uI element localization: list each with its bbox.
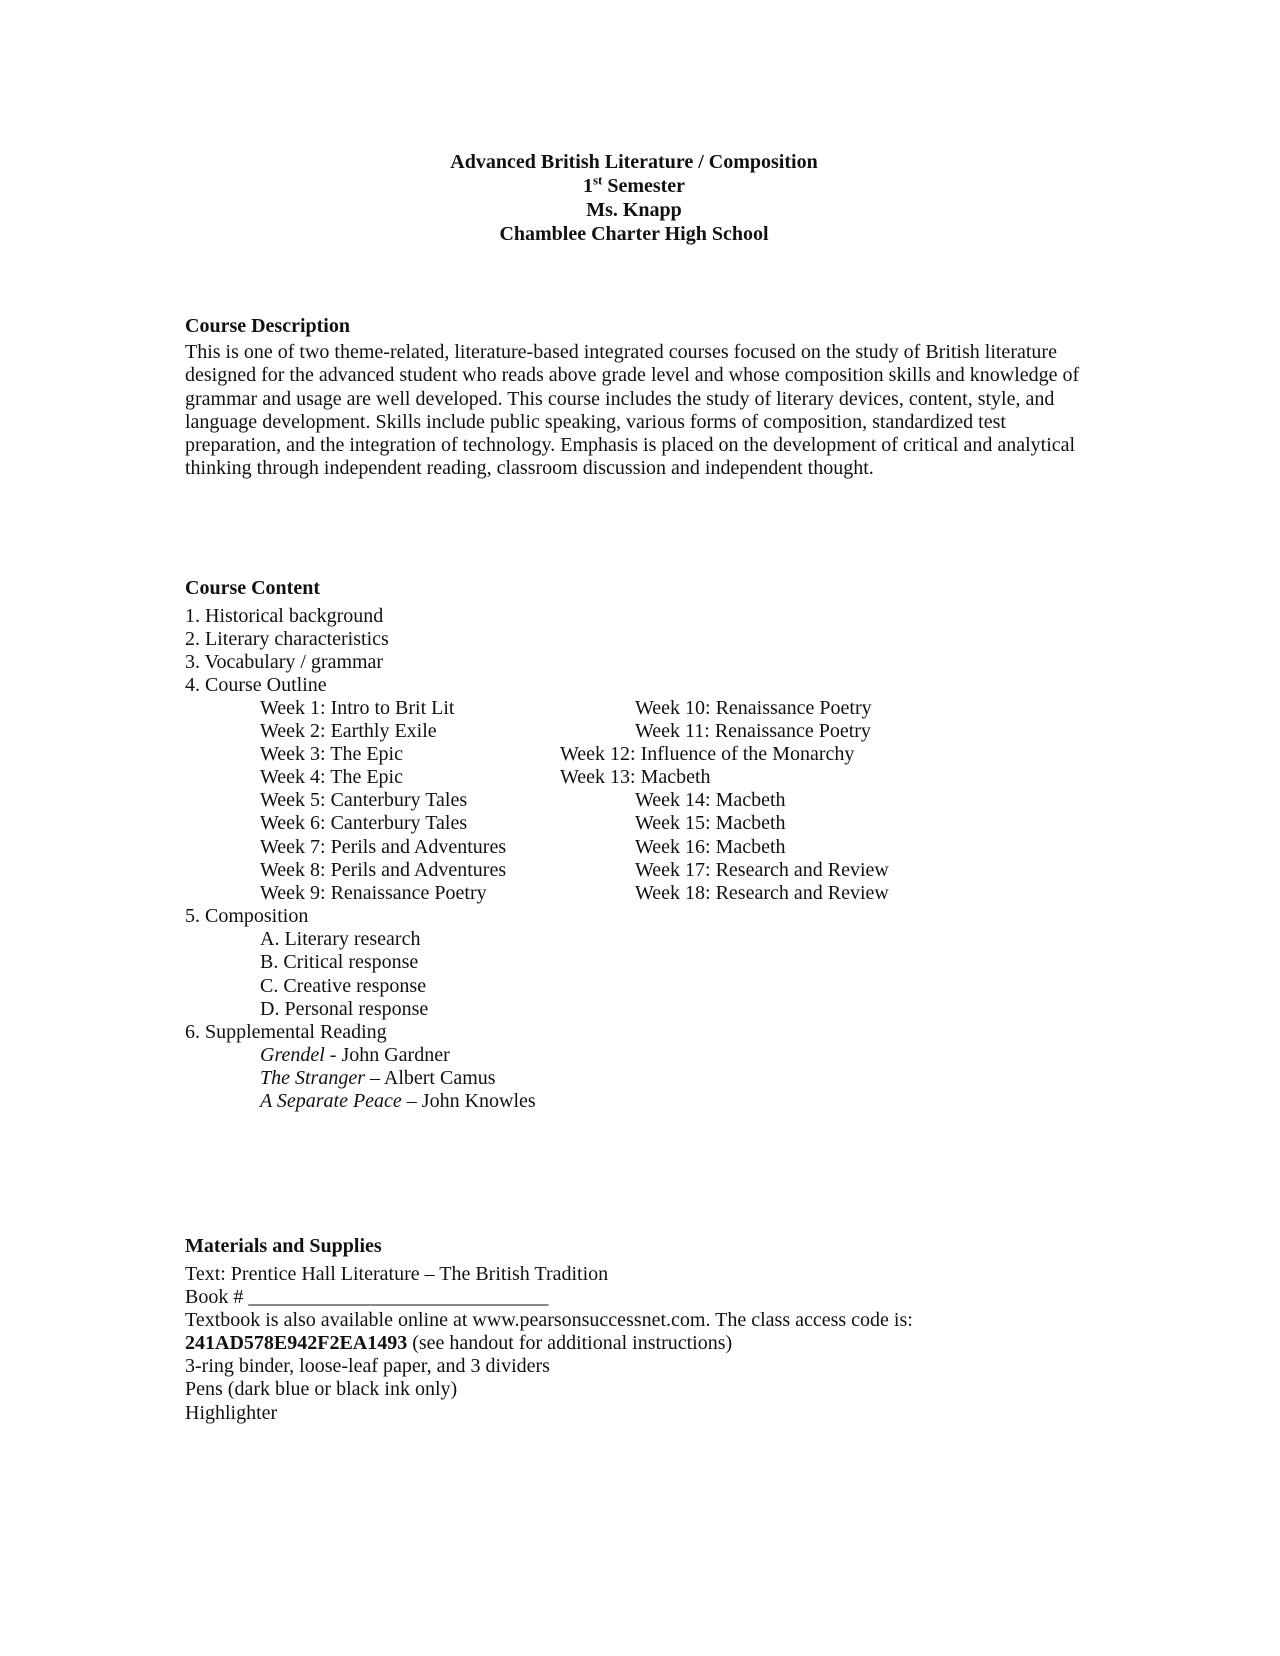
supply-item: Highlighter: [185, 1402, 278, 1424]
teacher-name: Ms. Knapp: [586, 199, 682, 221]
week-item: Week 11: Renaissance Poetry: [635, 720, 871, 742]
content-heading: Course Content: [185, 577, 320, 599]
supply-item: Pens (dark blue or black ink only): [185, 1378, 458, 1400]
week-item: Week 2: Earthly Exile: [260, 720, 437, 742]
materials-heading: Materials and Supplies: [185, 1235, 382, 1257]
composition-item: C. Creative response: [260, 975, 427, 997]
composition-heading: 5. Composition: [185, 905, 309, 927]
content-item: 1. Historical background: [185, 605, 384, 627]
book-author: – Albert Camus: [365, 1067, 496, 1089]
week-item: Week 1: Intro to Brit Lit: [260, 697, 455, 719]
reading-item: [260, 1044, 450, 1067]
reading-heading: 6. Supplemental Reading: [185, 1021, 387, 1043]
book-author: – John Knowles: [401, 1090, 536, 1112]
week-item: Week 10: Renaissance Poetry: [635, 697, 872, 719]
description-paragraph: This is one of two theme-related, literature-based integrated courses focused on the study of British literature designed for the advanced student who reads above grade level and whose composition skills and knowledge of grammar and usage are well developed. This course includes the study of literary devices, content, style, and language development. Skills include public speaking, various forms of composition, standardized test preparation, and the integration of technology. Emphasis is placed on the development of critical and analytical thinking through independent reading, classroom discussion and independent thought.: [185, 341, 1080, 480]
composition-item: B. Critical response: [260, 951, 419, 973]
book-author: - John Gardner: [324, 1044, 450, 1066]
week-item: Week 12: Influence of the Monarchy: [560, 743, 855, 765]
week-item: Week 9: Renaissance Poetry: [260, 882, 487, 904]
document-header: [0, 150, 1268, 246]
course-title: Advanced British Literature / Composition: [450, 151, 818, 173]
school-name: Chamblee Charter High School: [499, 223, 769, 245]
reading-item: [260, 1090, 536, 1113]
materials-text-line: Text: Prentice Hall Literature – The British Tradition: [185, 1263, 609, 1285]
supply-item: 3-ring binder, loose-leaf paper, and 3 dividers: [185, 1355, 550, 1377]
access-instructions: (see handout for additional instructions): [407, 1332, 733, 1354]
week-item: Week 14: Macbeth: [635, 789, 786, 811]
content-item: 4. Course Outline: [185, 674, 327, 696]
book-title: A Separate Peace: [260, 1090, 402, 1112]
content-item: 2. Literary characteristics: [185, 628, 389, 650]
week-item: Week 18: Research and Review: [635, 882, 889, 904]
semester-suffix: st: [592, 172, 603, 188]
week-item: Week 5: Canterbury Tales: [260, 789, 468, 811]
book-title: Grendel: [260, 1044, 325, 1066]
materials-online-line: Textbook is also available online at www.pearsonsuccessnet.com. The class access code is:: [185, 1309, 913, 1331]
week-item: Week 8: Perils and Adventures: [260, 859, 507, 881]
week-item: Week 3: The Epic: [260, 743, 403, 765]
week-item: Week 7: Perils and Adventures: [260, 836, 507, 858]
week-item: Week 13: Macbeth: [560, 766, 711, 788]
content-item: 3. Vocabulary / grammar: [185, 651, 384, 673]
book-title: The Stranger: [260, 1067, 365, 1089]
semester-label: Semester: [602, 175, 686, 197]
week-item: Week 15: Macbeth: [635, 812, 786, 834]
composition-item: D. Personal response: [260, 998, 429, 1020]
composition-item: A. Literary research: [260, 928, 421, 950]
reading-item: [260, 1067, 496, 1090]
description-heading: Course Description: [185, 315, 350, 337]
week-item: Week 17: Research and Review: [635, 859, 889, 881]
week-item: Week 16: Macbeth: [635, 836, 786, 858]
materials-access-line: [185, 1332, 732, 1355]
semester-line: [0, 174, 1268, 198]
access-code: 241AD578E942F2EA1493: [185, 1332, 408, 1354]
materials-book-line: Book # ______________________________: [185, 1286, 549, 1308]
week-item: Week 4: The Epic: [260, 766, 403, 788]
week-item: Week 6: Canterbury Tales: [260, 812, 468, 834]
semester-number: 1: [582, 175, 593, 197]
